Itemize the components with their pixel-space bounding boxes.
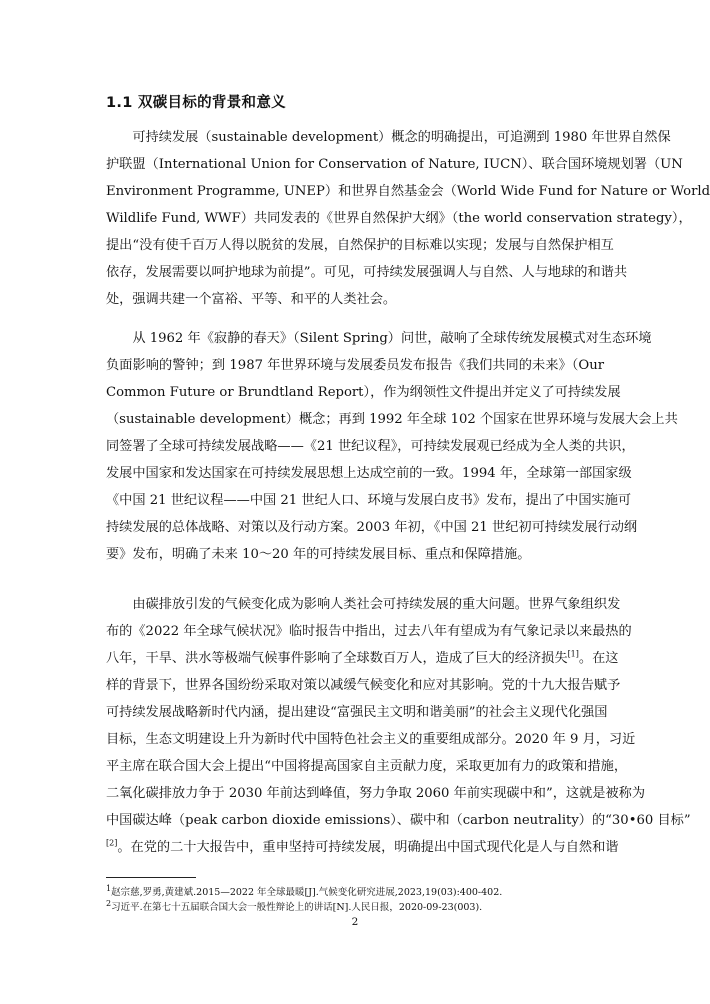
- footnote-1: [106, 883, 626, 899]
- paragraph-2-line: 从 1962 年《寂静的春天》（Silent Spring）问世，敲响了全球传统发展模式对生态环境: [106, 331, 652, 346]
- paragraph-1-line: 提出“没有使千百万人得以脱贫的发展，自然保护的目标难以实现；发展与自然保护相互: [106, 238, 614, 253]
- footnote-divider: [106, 877, 196, 878]
- paragraph-3-line: 目标，生态文明建设上升为新时代中国特色社会主义的重要组成部分。2020 年 9 月，习近: [106, 732, 636, 747]
- footnote-text: 赵宗慈,罗勇,黄建斌.2015—2022 年全球最暖[J].气候变化研究进展,2023,19(03):400-402.: [111, 887, 503, 898]
- section-heading: 1.1 双碳目标的背景和意义: [106, 95, 286, 111]
- paragraph-3-line: 由碳排放引发的气候变化成为影响人类社会可持续发展的重大问题。世界气象组织发: [106, 597, 621, 612]
- line-text: 。在这: [578, 651, 619, 666]
- footnote-mark: 1: [106, 883, 112, 893]
- paragraph-3-line: 布的《2022 年全球气候状况》临时报告中指出，过去八年有望成为有气象记录以来最热的: [106, 624, 632, 639]
- paragraph-2-line: 发展中国家和发达国家在可持续发展思想上达成空前的一致。1994 年，全球第一部国家级: [106, 466, 632, 481]
- paragraph-3-line: 二氧化碳排放力争于 2030 年前达到峰值，努力争取 2060 年前实现碳中和”，这就是被称为: [106, 786, 646, 801]
- paragraph-3-line: [106, 838, 619, 858]
- paragraph-3-line: 样的背景下，世界各国纷纷采取对策以减缓气候变化和应对其影响。党的十九大报告赋予: [106, 678, 621, 693]
- paragraph-1-line: Wildlife Fund, WWF）共同发表的《世界自然保护大纲》（the world conservation strategy），: [106, 211, 692, 226]
- paragraph-2-line: 负面影响的警钟；到 1987 年世界环境与发展委员发布报告《我们共同的未来》（Our: [106, 358, 604, 373]
- citation-ref[interactable]: [2]: [106, 838, 118, 848]
- page-number: 2: [351, 916, 359, 928]
- paragraph-3-line: [106, 649, 619, 669]
- paragraph-3-line: 平主席在联合国大会上提出“中国将提高国家自主贡献力度，采取更加有力的政策和措施，: [106, 759, 628, 774]
- paragraph-2-line: 同签署了全球可持续发展战略——《21 世纪议程》，可持续发展观已经成为全人类的共识，: [106, 439, 635, 454]
- paragraph-1-line: 可持续发展（sustainable development）概念的明确提出，可追溯到 1980 年世界自然保: [106, 130, 671, 145]
- line-text: 八年，干旱、洪水等极端气候事件影响了全球数百万人，造成了巨大的经济损失: [106, 651, 568, 666]
- paragraph-3-line: 中国碳达峰（peak carbon dioxide emissions）、碳中和（carbon neutrality）的“30•60 目标”: [106, 813, 691, 828]
- footnote-mark: 2: [106, 898, 112, 908]
- paragraph-2-line: 《中国 21 世纪议程——中国 21 世纪人口、环境与发展白皮书》发布，提出了中国实施可: [106, 493, 632, 508]
- paragraph-1-line: Environment Programme, UNEP）和世界自然基金会（World Wide Fund for Nature or World: [106, 184, 710, 199]
- footnote-text: 习近平.在第七十五届联合国大会一般性辩论上的讲话[N].人民日报，2020-09-23(003).: [111, 902, 483, 913]
- paragraph-2-line: （sustainable development）概念；再到 1992 年全球 102 个国家在世界环境与发展大会上共: [106, 412, 678, 427]
- paragraph-1-line: 护联盟（International Union for Conservation of Nature, IUCN）、联合国环境规划署（UN: [106, 157, 683, 172]
- paragraph-1-line: 依存，发展需要以呵护地球为前提”。可见，可持续发展强调人与自然、人与地球的和谐共: [106, 265, 628, 280]
- paragraph-2-line: 要》发布，明确了未来 10～20 年的可持续发展目标、重点和保障措施。: [106, 547, 531, 562]
- citation-ref[interactable]: [1]: [567, 649, 579, 659]
- paragraph-3-line: 可持续发展战略新时代内涵，提出建设“富强民主文明和谐美丽”的社会主义现代化强国: [106, 705, 608, 720]
- line-text: 。在党的二十大报告中，重申坚持可持续发展，明确提出中国式现代化是人与自然和谐: [117, 840, 619, 855]
- footnote-2: [106, 898, 626, 914]
- paragraph-2-line: Common Future or Brundtland Report），作为纲领性文件提出并定义了可持续发展: [106, 385, 621, 400]
- paragraph-2-line: 持续发展的总体战略、对策以及行动方案。2003 年初，《中国 21 世纪初可持续发展行动纲: [106, 520, 638, 535]
- paragraph-1-line: 处，强调共建一个富裕、平等、和平的人类社会。: [106, 292, 397, 307]
